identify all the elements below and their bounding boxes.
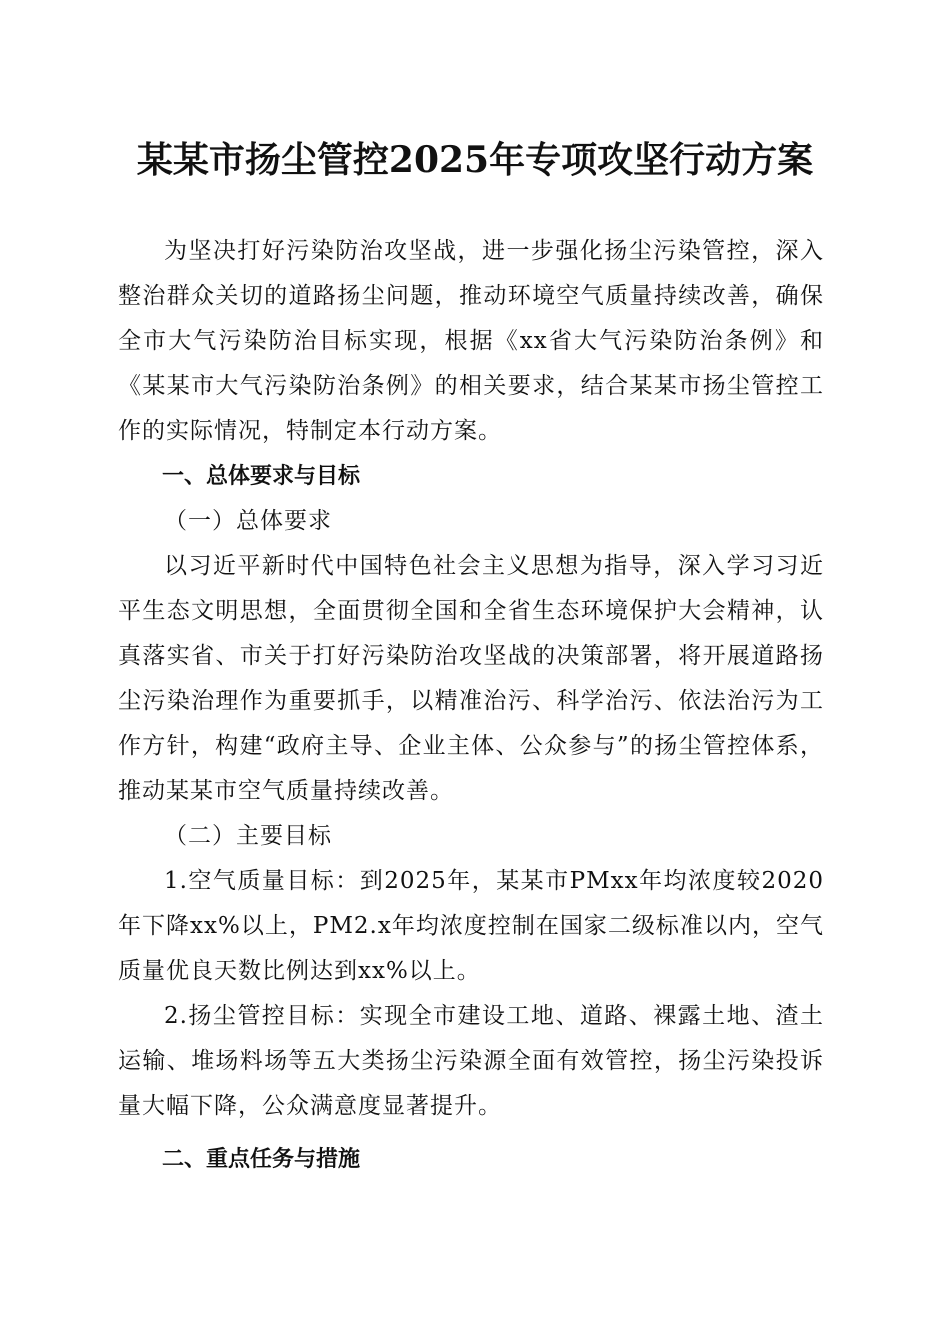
target-item-2: 2.扬尘管控目标：实现全市建设工地、道路、裸露土地、渣土运输、堆场料场等五大类扬尘污染源全面有效管控，扬尘污染投诉量大幅下降，公众满意度显著提升。 bbox=[118, 1003, 824, 1119]
subsection-1-heading: （一）总体要求 bbox=[164, 508, 332, 534]
subsection-2-heading: （二）主要目标 bbox=[164, 823, 332, 849]
document-body bbox=[118, 229, 824, 1182]
section-2-heading: 二、重点任务与措施 bbox=[162, 1147, 361, 1172]
section-1-heading: 一、总体要求与目标 bbox=[162, 464, 361, 489]
subsection-1-paragraph: 以习近平新时代中国特色社会主义思想为指导，深入学习习近平生态文明思想，全面贯彻全国和全省生态环境保护大会精神，认真落实省、市关于打好污染防治攻坚战的决策部署，将开展道路扬尘污染治理作为重要抓手，以精准治污、科学治污、依法治污为工作方针，构建“政府主导、企业主体、公众参与”的扬尘管控体系，推动某某市空气质量持续改善。 bbox=[118, 553, 824, 804]
intro-paragraph: 为坚决打好污染防治攻坚战，进一步强化扬尘污染管控，深入整治群众关切的道路扬尘问题，推动环境空气质量持续改善，确保全市大气污染防治目标实现，根据《xx省大气污染防治条例》和《某某市大气污染防治条例》的相关要求，结合某某市扬尘管控工作的实际情况，特制定本行动方案。 bbox=[118, 238, 824, 444]
target-item-1: 1.空气质量目标：到2025年，某某市PMxx年均浓度较2020年下降xx%以上，PM2.x年均浓度控制在国家二级标准以内，空气质量优良天数比例达到xx%以上。 bbox=[118, 868, 824, 984]
document-title: 某某市扬尘管控2025年专项攻坚行动方案 bbox=[136, 139, 814, 181]
